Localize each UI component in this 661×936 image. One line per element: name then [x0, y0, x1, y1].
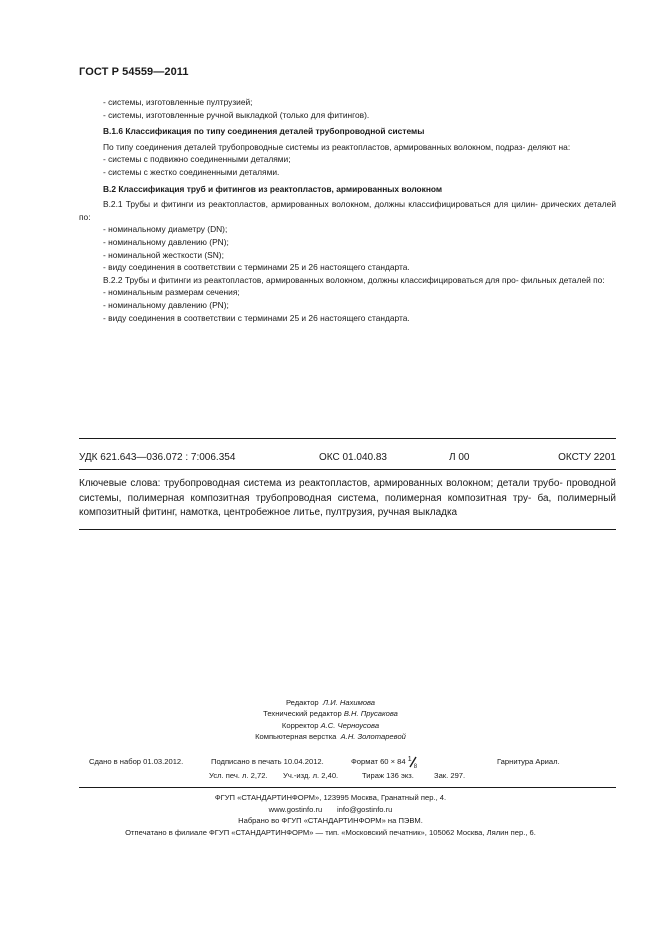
document-body [79, 96, 616, 324]
paragraph-b16: По типу соединения деталей трубопроводные системы из реактопластов, армированных волокном, подраз- деляют на: [103, 141, 571, 152]
imprint-contacts [0, 804, 661, 816]
oks-code: ОКС 01.040.83 [319, 452, 387, 463]
keywords [79, 477, 616, 521]
pub-zak: Зак. 297. [434, 771, 466, 780]
pub-font: Гарнитура Ариал. [497, 757, 560, 766]
pub-uch: Уч.-изд. л. 2,40. [283, 771, 339, 780]
credit-tech-editor: Технический редактор В.Н. Прусакова [263, 709, 398, 719]
credit-corrector: Корректор А.С. Черноусова [281, 720, 380, 730]
list-item: - системы с жестко соединенными деталями. [103, 166, 280, 177]
divider-middle [79, 469, 616, 470]
list-item: - системы с подвижно соединенными деталями; [103, 154, 291, 165]
pub-tirazh: Тираж 136 экз. [362, 771, 414, 780]
keywords-text: Ключевые слова: трубопроводная система из реактопластов, армированных волокном; детали трубо- проводной системы, полимерная композитная трубопроводная система, полимерная композитная тру- ба, полимерный композитный фитинг, намотка, центробежное литье, пултрузия, ручная выкладка [79, 478, 616, 519]
section-heading-b16: В.1.6 Классификация по типу соединения деталей трубопроводной системы [103, 126, 425, 137]
classification-codes [79, 452, 616, 466]
divider-imprint [79, 787, 616, 788]
okstu-code: ОКСТУ 2201 [558, 452, 616, 463]
section-heading-b2: В.2 Классификация труб и фитингов из реактопластов, армированных волокном [103, 183, 443, 194]
list-item: - системы, изготовленные ручной выкладкой (только для фитингов). [103, 109, 370, 120]
imprint-address: ФГУП «СТАНДАРТИНФОРМ», 123995 Москва, Гранатный пер., 4. [214, 793, 447, 802]
page-header-standard-number: ГОСТ Р 54559—2011 [79, 66, 189, 78]
list-item: - системы, изготовленные пултрузией; [103, 97, 253, 107]
list-item: - номинальному диаметру (DN); [103, 224, 228, 235]
list-item: - номинальному давлению (PN); [103, 236, 229, 247]
fraction-one-eighth: 1 8 [407, 756, 418, 770]
divider-top [79, 438, 616, 439]
list-item: - виду соединения в соответствии с терминами 25 и 26 настоящего стандарта. [103, 312, 410, 323]
pub-format: Формат 60 × 84 1 8 [351, 756, 418, 770]
paragraph-b21: В.2.1 Трубы и фитинги из реактопластов, армированных волокном, должны классифицироваться для цилин- дрических деталей по: [79, 199, 616, 222]
publisher-imprint [0, 792, 661, 838]
divider-bottom [79, 529, 616, 530]
imprint-printed: Отпечатано в филиале ФГУП «СТАНДАРТИНФОРМ» — тип. «Московский печатник», 105062 Москва, Лялин пер., 6. [125, 827, 536, 837]
credit-editor: Редактор Л.И. Нахимова [285, 698, 376, 707]
imprint-typeset: Набрано во ФГУП «СТАНДАРТИНФОРМ» на ПЭВМ. [238, 816, 423, 826]
pub-sent: Сдано в набор 01.03.2012. [89, 757, 184, 766]
l-code: Л 00 [449, 452, 470, 463]
pub-signed: Подписано в печать 10.04.2012. [211, 757, 324, 766]
paragraph-b22: В.2.2 Трубы и фитинги из реактопластов, армированных волокном, должны классифицироваться для про- фильных деталей по: [103, 274, 605, 285]
imprint-website: www.gostinfo.ru [268, 804, 323, 814]
list-item: - номинальному давлению (PN); [103, 299, 229, 310]
imprint-email: info@gostinfo.ru [336, 804, 393, 814]
list-item: - виду соединения в соответствии с терминами 25 и 26 настоящего стандарта. [103, 262, 410, 273]
udc-code: УДК 621.643—036.072 : 7:006.354 [79, 452, 236, 463]
publication-info [79, 755, 616, 783]
list-item: - номинальным размерам сечения; [103, 287, 240, 298]
pub-usl: Усл. печ. л. 2,72. [209, 771, 268, 780]
list-item: - номинальной жесткости (SN); [103, 249, 224, 260]
credits [0, 697, 661, 743]
credit-layout: Компьютерная верстка А.Н. Золотаревой [255, 732, 406, 742]
